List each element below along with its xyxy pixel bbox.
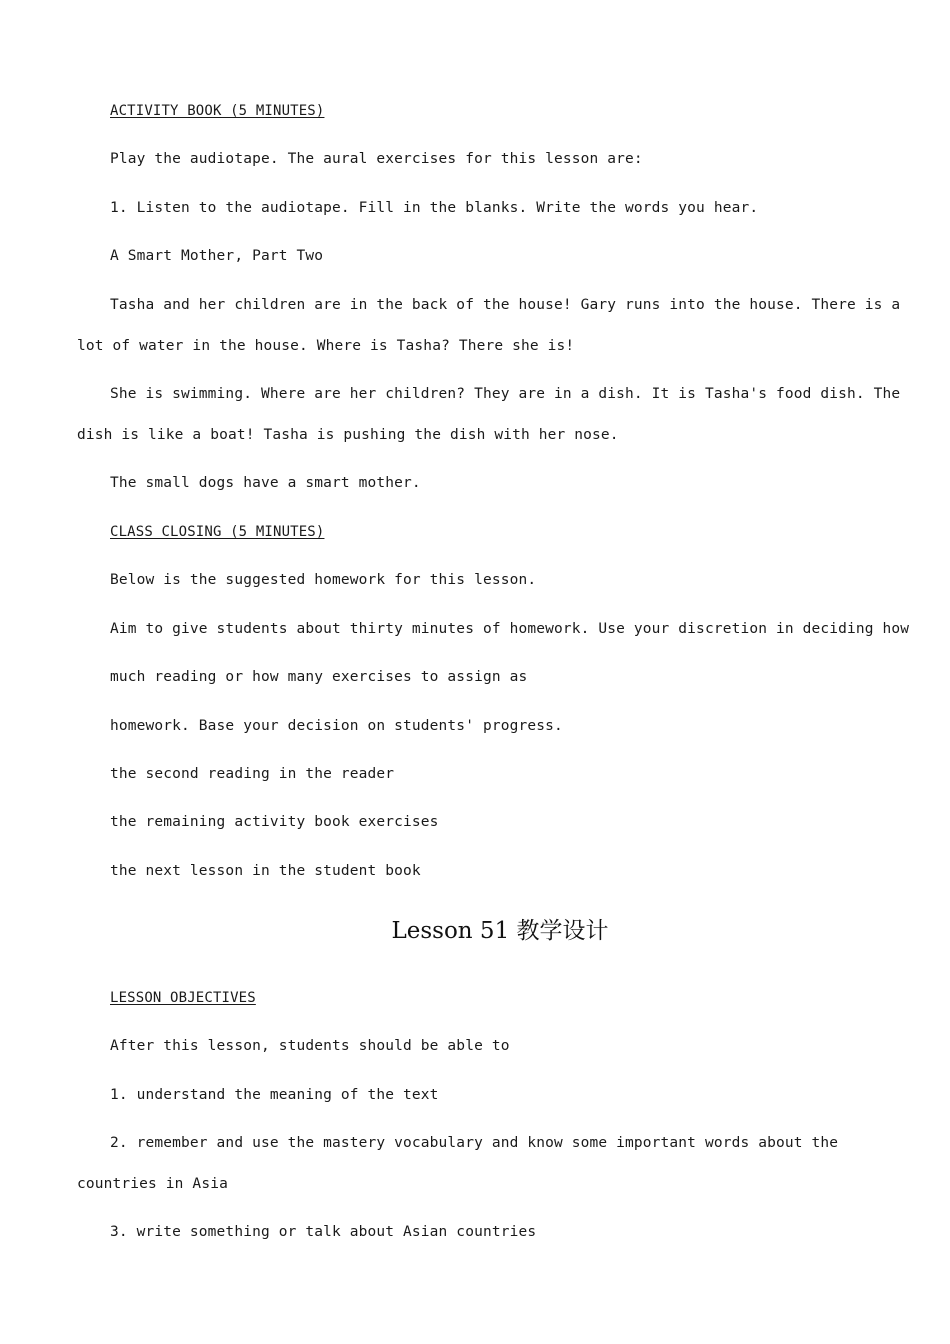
homework-item: the next lesson in the student book bbox=[110, 863, 421, 879]
paragraph-line: Tasha and her children are in the back of the house! Gary runs into the house. There is a bbox=[110, 297, 901, 313]
paragraph-line: dish is like a boat! Tasha is pushing the dish with her nose. bbox=[77, 427, 619, 443]
homework-item: the second reading in the reader bbox=[110, 766, 395, 782]
homework-item: the remaining activity book exercises bbox=[110, 814, 439, 830]
objective-item: 3. write something or talk about Asian countries bbox=[110, 1224, 537, 1240]
paragraph-line: much reading or how many exercises to assign as bbox=[110, 669, 528, 685]
objective-item: 1. understand the meaning of the text bbox=[110, 1087, 439, 1103]
paragraph-line: homework. Base your decision on students' progress. bbox=[110, 718, 563, 734]
paragraph-line: After this lesson, students should be able to bbox=[110, 1038, 510, 1054]
objective-item: 2. remember and use the mastery vocabulary and know some important words about the bbox=[110, 1135, 839, 1151]
paragraph-line: 1. Listen to the audiotape. Fill in the blanks. Write the words you hear. bbox=[110, 200, 759, 216]
paragraph-line: Below is the suggested homework for this lesson. bbox=[110, 572, 537, 588]
section-heading-lesson-objectives: LESSON OBJECTIVES bbox=[110, 990, 256, 1006]
story-title: A Smart Mother, Part Two bbox=[110, 248, 324, 264]
section-heading-activity-book: ACTIVITY BOOK (5 MINUTES) bbox=[110, 103, 325, 119]
paragraph-line: lot of water in the house. Where is Tasha? There she is! bbox=[77, 338, 575, 354]
section-heading-class-closing: CLASS CLOSING (5 MINUTES) bbox=[110, 524, 325, 540]
paragraph-line: Play the audiotape. The aural exercises for this lesson are: bbox=[110, 151, 643, 167]
objective-item-continued: countries in Asia bbox=[77, 1176, 228, 1192]
paragraph-line: She is swimming. Where are her children? They are in a dish. It is Tasha's food dish. The bbox=[110, 386, 901, 402]
lesson-title: Lesson 51 教学设计 bbox=[391, 918, 609, 944]
paragraph-line: The small dogs have a smart mother. bbox=[110, 475, 421, 491]
paragraph-line: Aim to give students about thirty minutes of homework. Use your discretion in deciding how bbox=[110, 621, 910, 637]
